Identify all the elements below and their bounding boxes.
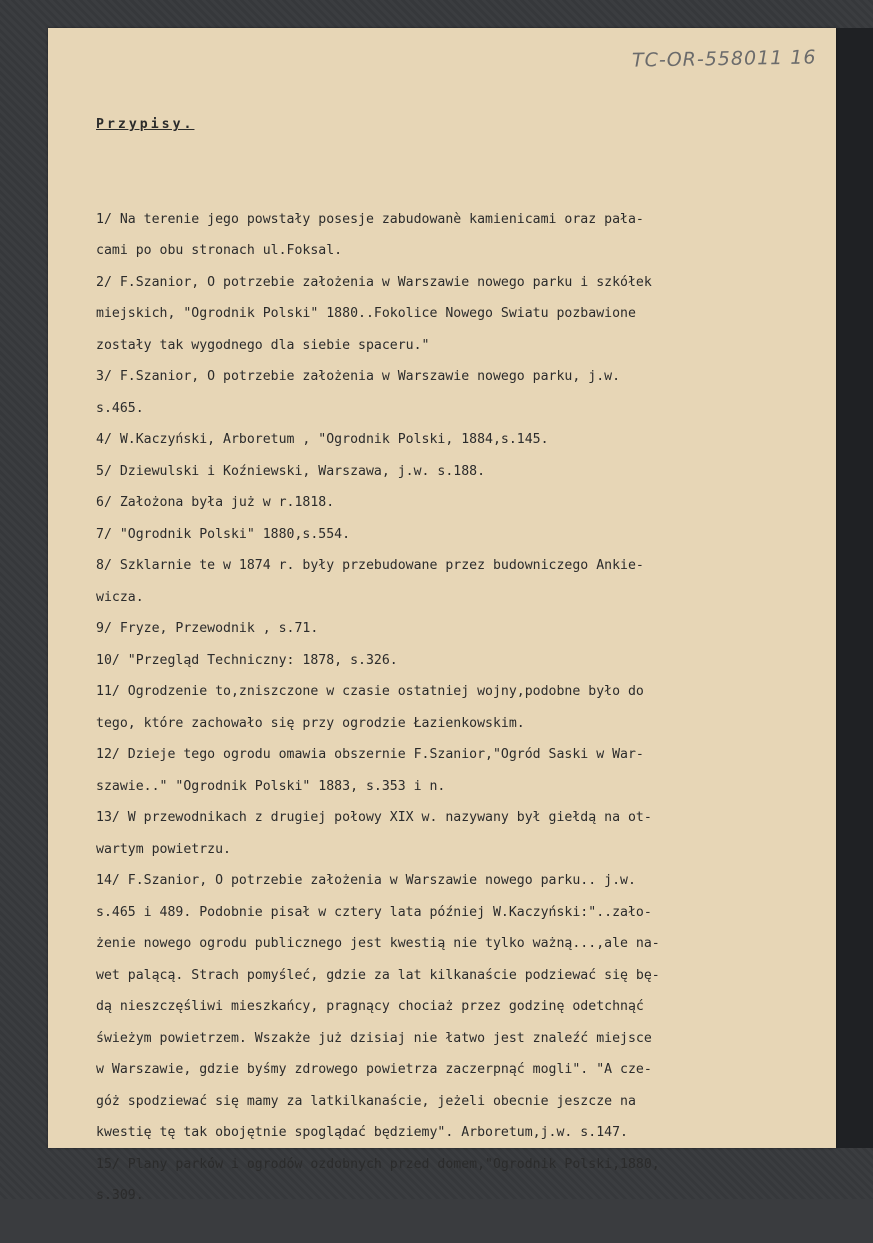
footnotes-text <box>96 46 786 1243</box>
text-line: 2/ F.Szanior, O potrzebie założenia w Warszawie nowego parku i szkółek <box>96 274 652 290</box>
text-line: wicza. <box>96 589 144 605</box>
text-line: wet palącą. Strach pomyśleć, gdzie za lat kilkanaście podziewać się bę- <box>96 967 660 983</box>
text-line: 5/ Dziewulski i Koźniewski, Warszawa, j.w. s.188. <box>96 463 486 479</box>
text-line: kwestię tę tak obojętnie spoglądać będziemy". Arboretum,j.w. s.147. <box>96 1125 628 1140</box>
text-line: 13/ W przewodnikach z drugiej połowy XIX w. nazywany był giełdą na ot- <box>96 810 652 825</box>
text-line: 12/ Dzieje tego ogrodu omawia obszernie F.Szanior,"Ogród Saski w War- <box>96 747 644 762</box>
text-line: zostały tak wygodnego dla siebie spaceru." <box>96 337 430 353</box>
text-line: 4/ W.Kaczyński, Arboretum , "Ogrodnik Polski, 1884,s.145. <box>96 432 549 447</box>
text-line: 11/ Ogrodzenie to,zniszczone w czasie ostatniej wojny,podobne było do <box>96 684 644 699</box>
text-line: 7/ "Ogrodnik Polski" 1880,s.554. <box>96 526 351 542</box>
archive-stamp: TC-OR-558011 16 <box>631 46 817 72</box>
text-line: s.309. <box>96 1188 144 1203</box>
text-line: 6/ Założona była już w r.1818. <box>96 495 335 510</box>
text-line: 3/ F.Szanior, O potrzebie założenia w Warszawie nowego parku, j.w. <box>96 369 621 384</box>
text-line: szawie.." "Ogrodnik Polski" 1883, s.353 i n. <box>96 778 446 794</box>
text-line: 9/ Fryze, Przewodnik , s.71. <box>96 621 319 636</box>
text-line: wartym powietrzu. <box>96 841 231 857</box>
text-line: góż spodziewać się mamy za latkilkanaście, jeżeli obecnie jeszcze na <box>96 1093 636 1109</box>
text-line: s.465 i 489. Podobnie pisał w cztery lata później W.Kaczyński:"..zało- <box>96 904 652 920</box>
text-line: dą nieszczęśliwi mieszkańcy, pragnący chociaż przez godzinę odetchnąć <box>96 999 644 1014</box>
text-line: żenie nowego ogrodu publicznego jest kwestią nie tylko ważną...,ale na- <box>96 936 660 951</box>
text-line: 8/ Szklarnie te w 1874 r. były przebudowane przez budowniczego Ankie- <box>96 558 644 573</box>
text-line: cami po obu stronach ul.Foksal. <box>96 243 343 258</box>
footnotes-heading: Przypisy. <box>96 117 195 132</box>
text-line: świeżym powietrzem. Wszakże już dzisiaj nie łatwo jest znaleźć miejsce <box>96 1030 652 1046</box>
text-line: 10/ "Przegląd Techniczny: 1878, s.326. <box>96 652 398 668</box>
text-line: 1/ Na terenie jego powstały posesje zabudowanè kamienicami oraz pała- <box>96 211 644 227</box>
text-line: tego, które zachowało się przy ogrodzie Łazienkowskim. <box>96 715 525 731</box>
text-line: 14/ F.Szanior, O potrzebie założenia w Warszawie nowego parku.. j.w. <box>96 873 636 888</box>
right-edge-shadow <box>836 28 873 1148</box>
text-line: w Warszawie, gdzie byśmy zdrowego powietrza zaczerpnąć mogli". "A cze- <box>96 1062 652 1077</box>
text-line: s.465. <box>96 400 144 416</box>
text-line: 15/ Plany parków i ogrodów ozdobnych przed domem,"Ogrodnik Polski,1880, <box>96 1156 660 1172</box>
text-line: miejskich, "Ogrodnik Polski" 1880..Fokolice Nowego Swiatu pozbawione <box>96 306 636 321</box>
